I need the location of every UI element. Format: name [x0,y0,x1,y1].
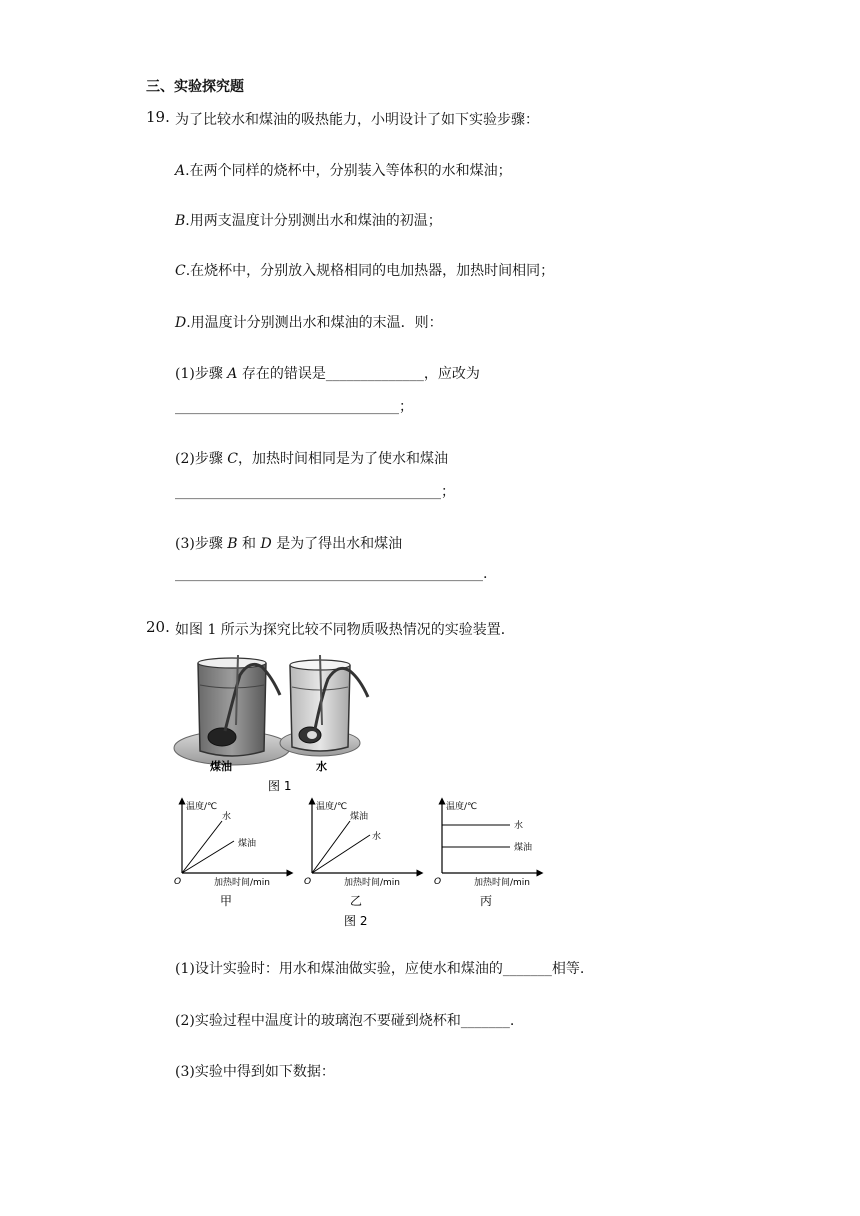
svg-text:O: O [174,877,182,887]
svg-text:加热时间/min: 加热时间/min [214,878,271,888]
beaker-water [290,655,368,751]
graph-bing [434,800,540,908]
q19-sub1-line: ________________________________； [175,399,413,415]
q19-step-b: B.用两支温度计分别测出水和煤油的初温； [175,213,442,229]
answer-blank: ______________ [325,366,424,382]
q20-sub2: (2)实验过程中温度计的玻璃泡不要碰到烧杯和_______. [175,1013,515,1029]
graph-yi [304,800,420,908]
figure-2 [170,795,550,930]
answer-blank: ________________________________ [175,399,399,415]
q19-step-a: A.在两个同样的烧杯中，分别装入等体积的水和煤油； [175,163,512,179]
q19-sub2: (2)步骤 C，加热时间相同是为了使水和煤油 [175,451,449,467]
q19-number: 19. [146,108,170,126]
answer-blank: _______ [502,961,552,977]
svg-text:O: O [434,877,442,887]
graph-jia [174,800,290,908]
answer-blank: _______ [460,1013,510,1029]
q20-sub1: (1)设计实验时：用水和煤油做实验，应使水和煤油的_______相等. [175,961,585,977]
answer-blank: ______________________________________ [175,484,441,500]
svg-text:温度/℃: 温度/℃ [446,802,478,812]
graph-name: 丙 [480,894,493,908]
answer-blank: ____________________________________________ [175,566,483,582]
q19-sub3-line: ____________________________________________. [175,566,488,582]
svg-text:温度/℃: 温度/℃ [186,802,218,812]
q19-stem: 为了比较水和煤油的吸热能力，小明设计了如下实验步骤： [175,112,539,128]
svg-text:加热时间/min: 加热时间/min [474,878,531,888]
q19-sub2-line: ______________________________________； [175,484,455,500]
svg-text:煤油: 煤油 [350,812,369,822]
q19-sub1: (1)步骤 A 存在的错误是______________，应改为 [175,366,480,382]
svg-text:煤油: 煤油 [238,839,257,849]
graph-name: 乙 [350,894,363,908]
line-kerosene [182,841,234,873]
fig1-label-water: 水 [316,760,327,773]
q19-step-d: D.用温度计分别测出水和煤油的末温．则： [175,315,443,331]
q20-sub3: (3)实验中得到如下数据： [175,1064,335,1080]
line-kerosene [312,821,350,873]
q20-stem: 如图 1 所示为探究比较不同物质吸热情况的实验装置． [175,622,515,638]
line-water [182,821,222,873]
line-water [312,835,370,873]
fig2-caption: 图 2 [344,914,368,928]
svg-text:温度/℃: 温度/℃ [316,802,348,812]
graph-name: 甲 [220,894,233,908]
fig1-caption: 图 1 [268,779,292,793]
svg-text:加热时间/min: 加热时间/min [344,878,401,888]
q19-sub3: (3)步骤 B 和 D 是为了得出水和煤油 [175,536,403,552]
svg-text:水: 水 [372,832,382,842]
figure-1 [170,655,550,800]
section-title: 三、实验探究题 [146,79,244,95]
fig1-label-kerosene: 煤油 [210,760,232,773]
q20-number: 20. [146,618,170,636]
svg-text:煤油: 煤油 [514,843,533,853]
svg-text:O: O [304,877,312,887]
svg-text:水: 水 [222,812,232,822]
q19-step-c: C.在烧杯中，分别放入规格相同的电加热器，加热时间相同； [175,263,555,279]
svg-text:水: 水 [514,821,524,831]
